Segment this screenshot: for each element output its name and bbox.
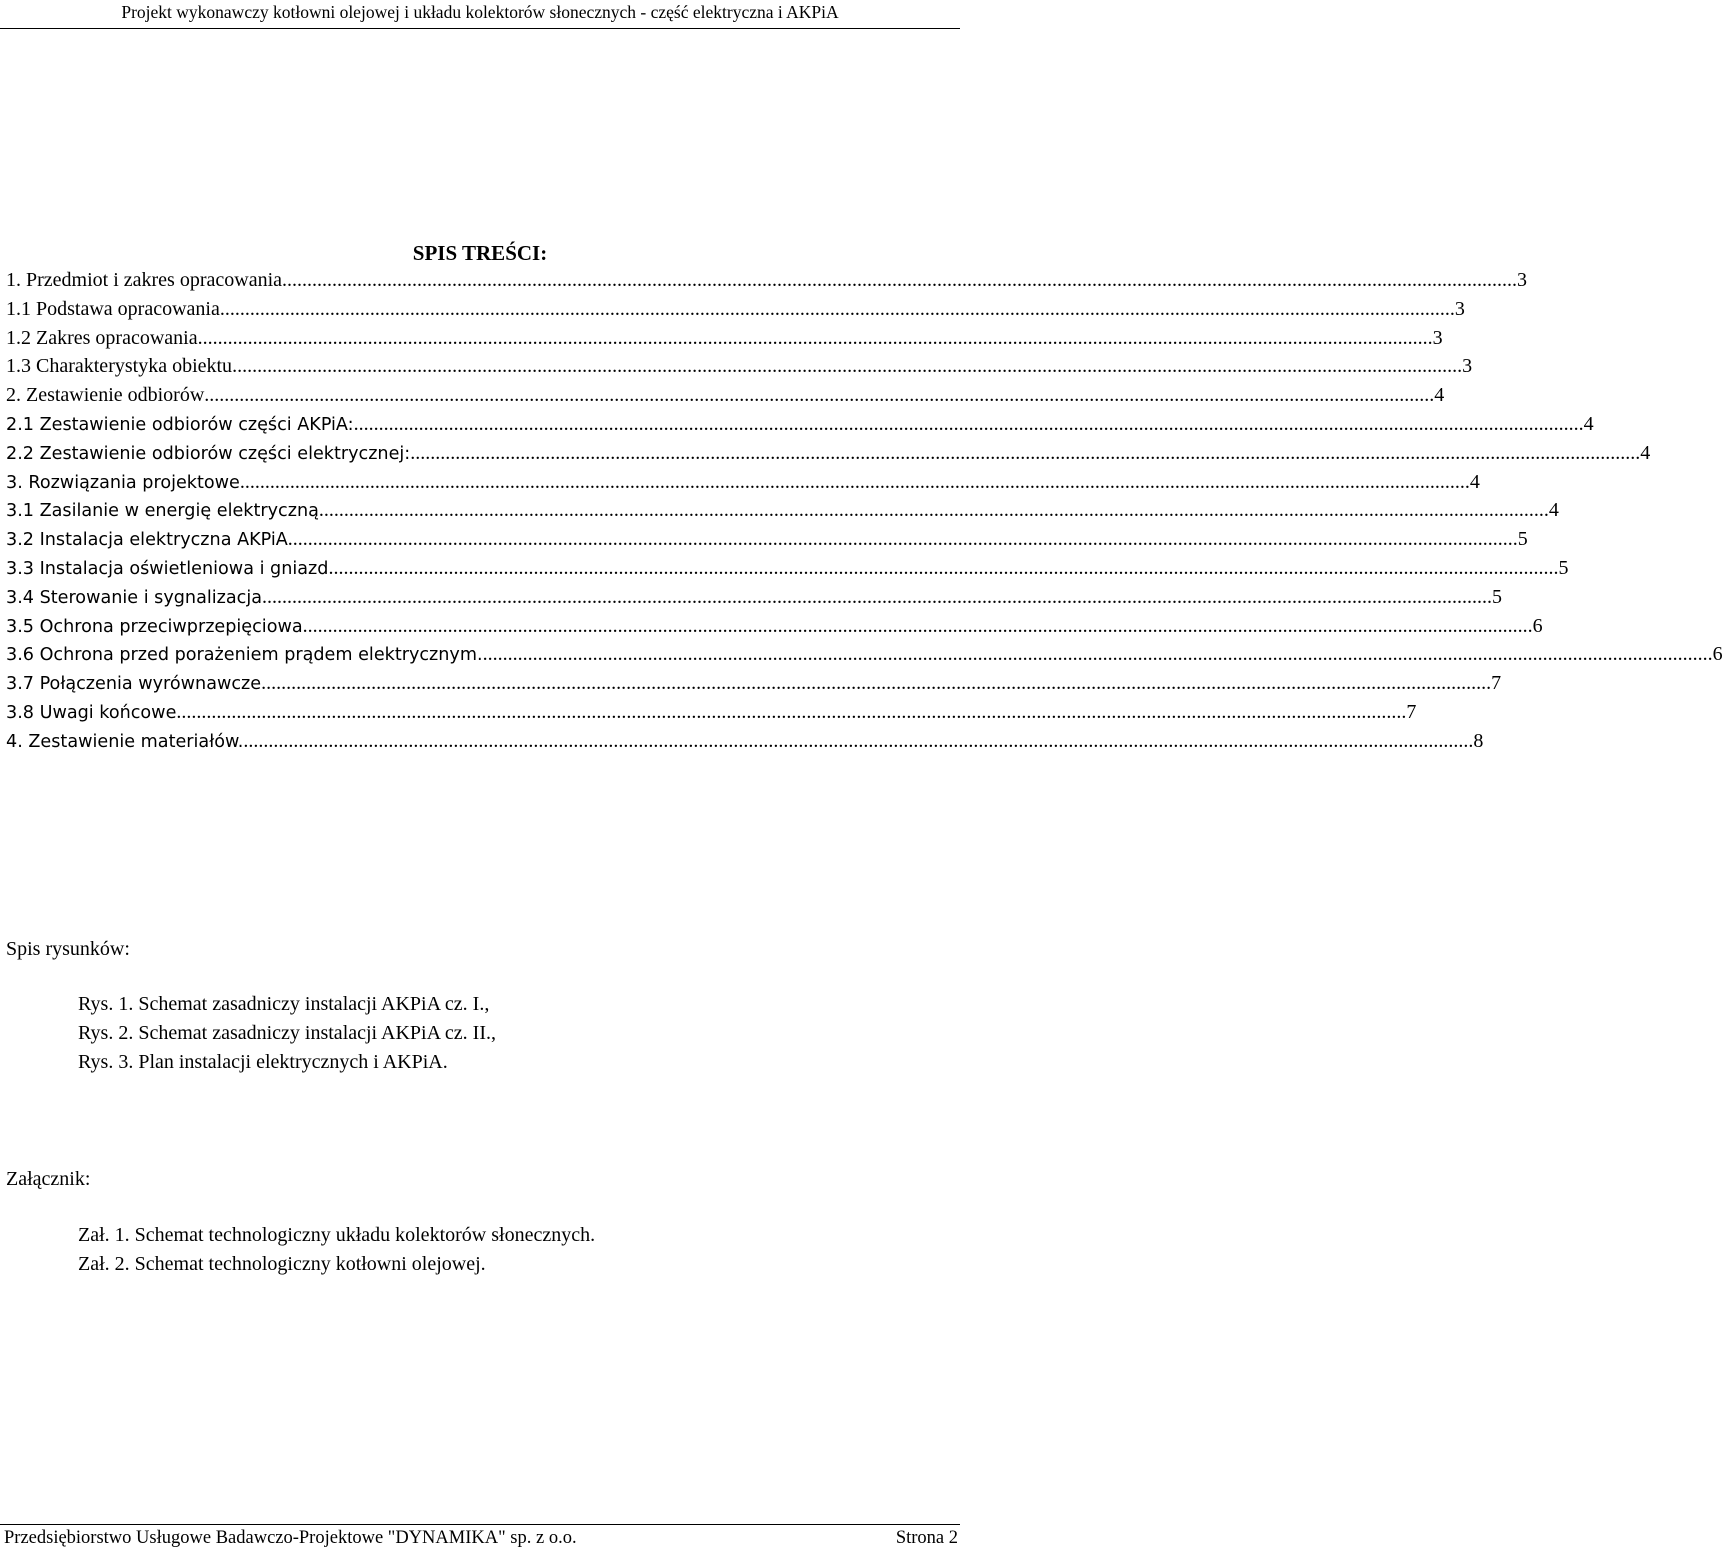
figures-list [78, 990, 496, 1077]
toc-entry [6, 554, 1569, 583]
toc-entry-text: 3.5 Ochrona przeciwprzepięciowa [6, 616, 303, 637]
toc-leader-dots [410, 439, 1640, 468]
toc-entry-text: 1. Przedmiot i zakres opracowania. [6, 269, 288, 291]
toc-entry [6, 439, 1651, 468]
toc-entry [6, 496, 1559, 525]
toc-entry-text: 1.2 Zakres opracowania. [6, 326, 203, 349]
toc-entry-page: 7 [1406, 700, 1417, 723]
attachment-item: Zał. 1. Schemat technologiczny układu kolektorów słonecznych. [78, 1224, 596, 1246]
toc-entry-text: 1.3 Charakterystyka obiektu [6, 355, 233, 378]
toc-entry-text: 2. Zestawienie odbiorów [6, 384, 205, 407]
toc-entry [6, 381, 1445, 410]
toc-entry [6, 410, 1594, 439]
footer-page-number: Strona 2 [895, 1528, 958, 1548]
toc-leader-dots [287, 266, 1517, 295]
toc-leader-dots [262, 583, 1492, 612]
figure-item: Rys. 1. Schemat zasadniczy instalacji AKPiA cz. I., [78, 993, 490, 1015]
toc-entry-text: 3.4 Sterowanie i sygnalizacja [6, 587, 262, 608]
toc-entry-page: 8 [1473, 729, 1484, 752]
toc-entry-page: 4 [1469, 470, 1480, 493]
toc-leader-dots [303, 612, 1533, 641]
toc-leader-dots [203, 324, 1433, 353]
toc-leader-dots [261, 669, 1491, 698]
toc-leader-dots [483, 640, 1713, 669]
toc-entry-page: 3 [1432, 326, 1443, 349]
toc-entry-text: 4. Zestawienie materiałów. [6, 731, 244, 752]
toc-leader-dots [288, 525, 1518, 554]
toc-entry-page: 6 [1712, 643, 1723, 666]
toc-entry [6, 352, 1473, 381]
toc-entry-text: 3.2 Instalacja elektryczna AKPiA [6, 530, 288, 551]
page-footer [0, 1524, 960, 1548]
toc-entry [6, 583, 1502, 612]
toc-entry-page: 5 [1558, 556, 1569, 579]
toc-entry-page: 6 [1532, 614, 1543, 637]
toc-title: SPIS TREŚCI: [412, 241, 548, 265]
toc-entry-page: 4 [1640, 441, 1651, 464]
toc-entry-page: 7 [1491, 672, 1502, 695]
attachment-item: Zał. 2. Schemat technologiczny kotłowni olejowej. [78, 1253, 486, 1275]
toc-leader-dots [354, 410, 1584, 439]
toc-entry-page: 4 [1434, 384, 1445, 407]
toc-leader-dots [225, 295, 1455, 324]
attachments-list [78, 1221, 595, 1279]
toc-entry-text: 3.1 Zasilanie w energię elektryczną [6, 501, 319, 522]
toc-entry [6, 266, 1528, 295]
toc-leader-dots [232, 352, 1462, 381]
header-title: Projekt wykonawczy kotłowni olejowej i układu kolektorów słonecznych - część elektryczna i AKPiA [121, 2, 839, 22]
toc-leader-dots [319, 496, 1549, 525]
toc-entry-page: 3 [1517, 269, 1528, 291]
toc-leader-dots [176, 698, 1406, 727]
page-header [0, 2, 960, 29]
toc-entry [6, 727, 1484, 756]
toc-entry [6, 295, 1465, 324]
figure-item: Rys. 3. Plan instalacji elektrycznych i AKPiA. [78, 1051, 448, 1073]
toc-entry [6, 324, 1443, 353]
toc-entry-page: 3 [1462, 355, 1473, 378]
toc-entry [6, 468, 1480, 497]
attachments-heading: Załącznik: [6, 1168, 91, 1190]
toc-leader-dots [204, 381, 1434, 410]
toc-entry-text: 3.7 Połączenia wyrównawcze [6, 674, 262, 695]
toc-entry-text: 2.2 Zestawienie odbiorów części elektrycznej: [6, 443, 411, 464]
figure-item: Rys. 2. Schemat zasadniczy instalacji AKPiA cz. II., [78, 1022, 496, 1044]
toc-entry [6, 698, 1417, 727]
toc-leader-dots [243, 727, 1473, 756]
toc-entry-text: 3. Rozwiązania projektowe [6, 472, 240, 493]
toc-entry-page: 5 [1517, 528, 1528, 551]
figures-heading: Spis rysunków: [6, 938, 130, 960]
toc-entry-page: 4 [1583, 412, 1594, 435]
toc-entry-text: 3.3 Instalacja oświetleniowa i gniazd [6, 558, 329, 579]
table-of-contents [6, 266, 1723, 756]
toc-leader-dots [240, 468, 1470, 497]
toc-entry-text: 2.1 Zestawienie odbiorów części AKPiA: [6, 414, 354, 435]
toc-entry-page: 3 [1454, 297, 1465, 320]
toc-entry-text: 3.8 Uwagi końcowe [6, 702, 177, 723]
toc-entry-text: 1.1 Podstawa opracowania. [6, 297, 225, 320]
toc-entry [6, 640, 1723, 669]
footer-company: Przedsiębiorstwo Usługowe Badawczo-Projektowe "DYNAMIKA" sp. z o.o. [4, 1528, 577, 1548]
toc-entry [6, 669, 1502, 698]
toc-entry [6, 612, 1543, 641]
toc-entry-text: 3.6 Ochrona przed porażeniem prądem elektrycznym. [6, 645, 483, 666]
toc-entry [6, 525, 1528, 554]
toc-leader-dots [328, 554, 1558, 583]
toc-entry-page: 5 [1492, 585, 1502, 608]
toc-entry-page: 4 [1548, 499, 1559, 522]
